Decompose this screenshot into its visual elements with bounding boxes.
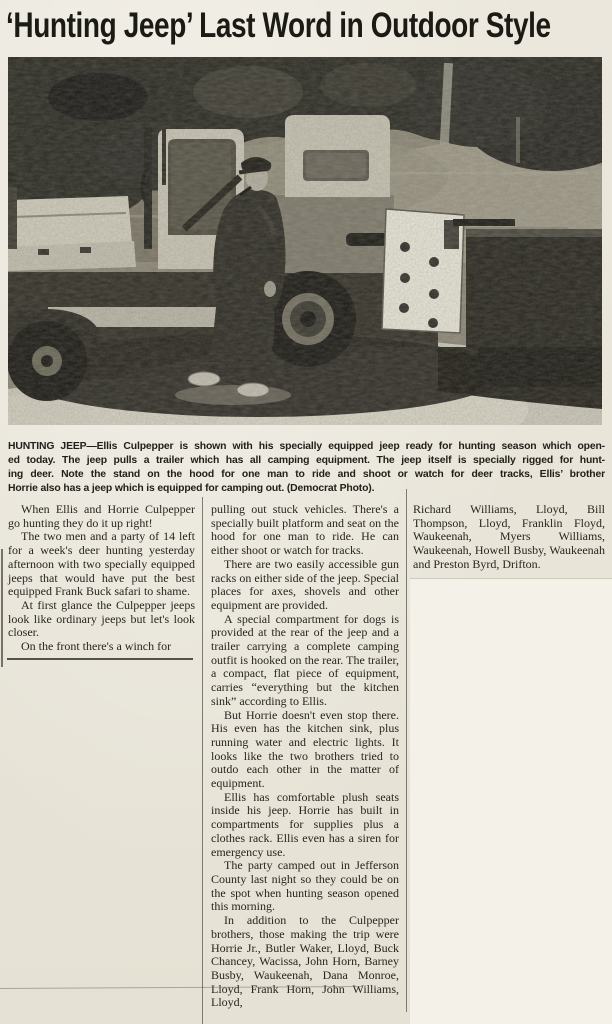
article-column-2 <box>211 503 399 1024</box>
hunting-jeep-photo <box>8 57 602 425</box>
paragraph: Ellis has comfortable plush seats inside his jeep. Horrie has built in compartments for supplies plus a clothes rack. Ellis even has a siren for emergency use. <box>211 789 399 859</box>
paragraph: In addition to the Culpepper brothers, those making the trip were Horrie Jr., Butler Waker, Lloyd, Buck Chancey, Wacissa, John Horn, Barney Busby, Waukeenah, Dana Monroe, Lloyd, Frank Horn, John Williams, Lloyd, <box>211 913 399 1010</box>
paragraph: But Horrie doesn't even stop there. His even has the kitchen sink, plus running water and electric lights. It looks like the two brothers tried to outdo each other in the matter of equipment. <box>211 707 399 791</box>
column-divider <box>202 497 203 1024</box>
paragraph: Richard Williams, Lloyd, Bill Thompson, Lloyd, Franklin Floyd, Waukeenah, Myers Williams, Waukeenah, Howell Busby, Waukeenah and Preston Byrd, Drifton. <box>413 502 605 571</box>
article-column-3 <box>413 503 605 572</box>
caption-line: HUNTING JEEP—Ellis Culpepper is shown with his specially equipped jeep ready for hunting season which open- <box>8 441 605 452</box>
article-column-1 <box>8 503 195 654</box>
column-end-rule <box>7 658 193 660</box>
blank-white-area <box>410 578 612 1024</box>
caption-line: Horrie also has a jeep which is equipped for camping out. (Democrat Photo). <box>8 482 375 494</box>
caption-line: ing deer. Note the stand on the hood for one man to ride and shoot or watch for deer tracks, Ellis’ brother <box>8 468 605 480</box>
caption-line: ed today. The jeep pulls a trailer which has all camping equipment. The jeep itself is specially rigged for hunt- <box>8 454 605 466</box>
scan-edge-mark <box>1 549 3 667</box>
headline: ‘Hunting Jeep’ Last Word in Outdoor Style <box>6 6 551 45</box>
paragraph: pulling out stuck vehicles. There's a specially built platform and seat on the hood for one man to ride. He can either shoot or watch for tracks. <box>211 503 399 558</box>
paragraph: On the front there's a winch for <box>21 639 172 654</box>
paragraph: There are two easily accessible gun racks on either side of the jeep. Special places for axes, shovels and other equipment are provided. <box>211 556 399 612</box>
paragraph: The two men and a party of 14 left for a week's deer hunting yesterday afternoon with two specially equipped jeeps that would have put the best equipped Frank Buck safari to shame. <box>8 529 195 599</box>
paragraph: When Ellis and Horrie Culpepper go hunting they do it up right! <box>8 502 195 530</box>
paragraph: A special compartment for dogs is provided at the rear of the jeep and a trailer carrying a complete camping outfit is hooked on the rear. The trailer, a compact, flat piece of equipment, carries “everything but the kitchen sink” according to Ellis. <box>211 611 399 708</box>
paragraph: The party camped out in Jefferson County last night so they could be on the spot when hunting season opened this morning. <box>211 858 399 914</box>
column-divider <box>406 489 407 1012</box>
photo-illustration <box>8 57 602 425</box>
photo-caption <box>8 440 605 496</box>
paragraph: At first glance the Culpepper jeeps look like ordinary jeeps but let's look closer. <box>8 597 195 640</box>
